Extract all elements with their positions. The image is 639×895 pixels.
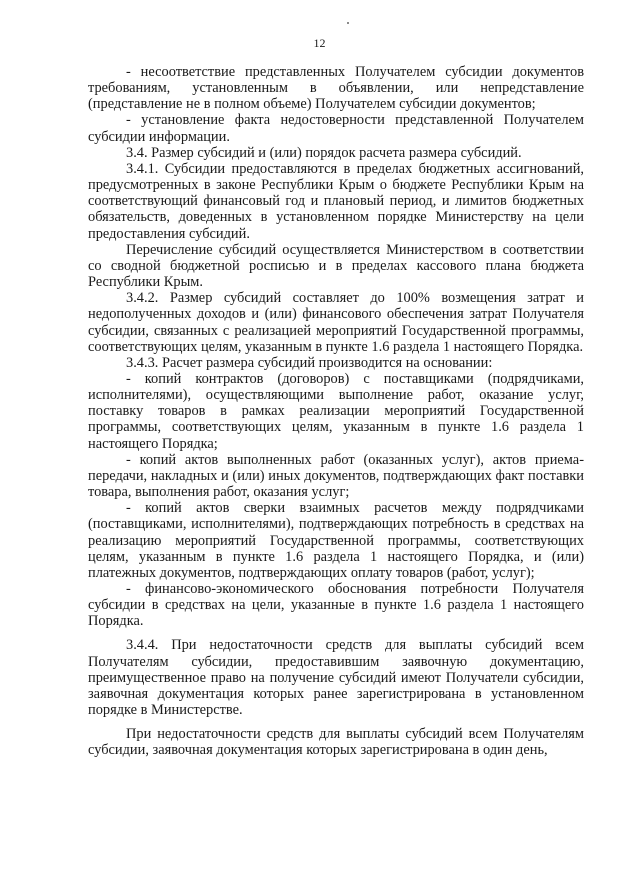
paragraph-insufficient-funds: При недостаточности средств для выплаты субсидий всем Получателям субсидии, заявочная документация которых зарегистрирована в один день,: [88, 726, 584, 759]
paragraph-transfer: Перечисление субсидий осуществляется Министерством в соответствии со сводной бюджетной росписью и в пределах кассового плана бюджета Республики Крым.: [88, 241, 584, 291]
paragraph-3-4-3: 3.4.3. Расчет размера субсидий производится на основании:: [126, 354, 493, 371]
scan-speck: [347, 22, 349, 24]
paragraph-3-4-1: 3.4.1. Субсидии предоставляются в пределах бюджетных ассигнований, предусмотренных в законе Республики Крым о бюджете Республики Крым на соответствующий финансовый год и плановый период, и лимитов бюджетных обязательств, доведенных в установленном порядке Министерству на цели предоставления субсидий.: [88, 160, 584, 242]
list-item-justification: - финансово-экономического обоснования потребности Получателя субсидии в средствах на цели, указанные в пункте 1.6 раздела 1 настоящего Порядка.: [88, 581, 584, 630]
list-item-contracts: - копий контрактов (договоров) с поставщиками (подрядчиками, исполнителями), осуществляющими выполнение работ, оказание услуг, поставку товаров в рамках реализации мероприятий Государственной программы, соответствующих целям, указанным в пункте 1.6 раздела 1 настоящего Порядка;: [88, 370, 584, 452]
page-number: 12: [313, 36, 326, 50]
section-heading-3-4: 3.4. Размер субсидий и (или) порядок расчета размера субсидий.: [126, 144, 522, 161]
paragraph-false-info: - установление факта недостоверности представленной Получателем субсидии информации.: [88, 112, 584, 145]
list-item-reconciliation: - копий актов сверки взаимных расчетов между подрядчиками (поставщиками, исполнителями), подтверждающих потребность в средствах на реализацию мероприятий Государственной программы, соответствующих целям, указанным в пункте 1.6 раздела 1 настоящего Порядка, и (или) платежных документов, подтверждающих оплату товаров (работ, услуг);: [88, 500, 584, 581]
document-body: [88, 64, 584, 759]
list-item-acts: - копий актов выполненных работ (оказанных услуг), актов приема-передачи, накладных и (или) иных документов, подтверждающих факт поставки товара, выполнения работ, оказания услуг;: [88, 451, 584, 501]
paragraph-3-4-2: 3.4.2. Размер субсидий составляет до 100% возмещения затрат и недополученных доходов и (или) финансового обеспечения затрат Получателя субсидии, связанных с реализацией мероприятий Государственной программы, соответствующих целям, указанным в пункте 1.6 раздела 1 настоящего Порядка.: [88, 290, 584, 355]
paragraph-nonconformity: - несоответствие представленных Получателем субсидии документов требованиям, установленным в объявлении, или непредставление (представление не в полном объеме) Получателем субсидии документов;: [88, 64, 584, 113]
paragraph-3-4-4: 3.4.4. При недостаточности средств для выплаты субсидий всем Получателям субсидии, предоставившим заявочную документацию, преимущественное право на получение субсидий имеют Получатели субсидии, заявочная документация которых ранее зарегистрирована в установленном порядке в Министерстве.: [88, 637, 584, 719]
